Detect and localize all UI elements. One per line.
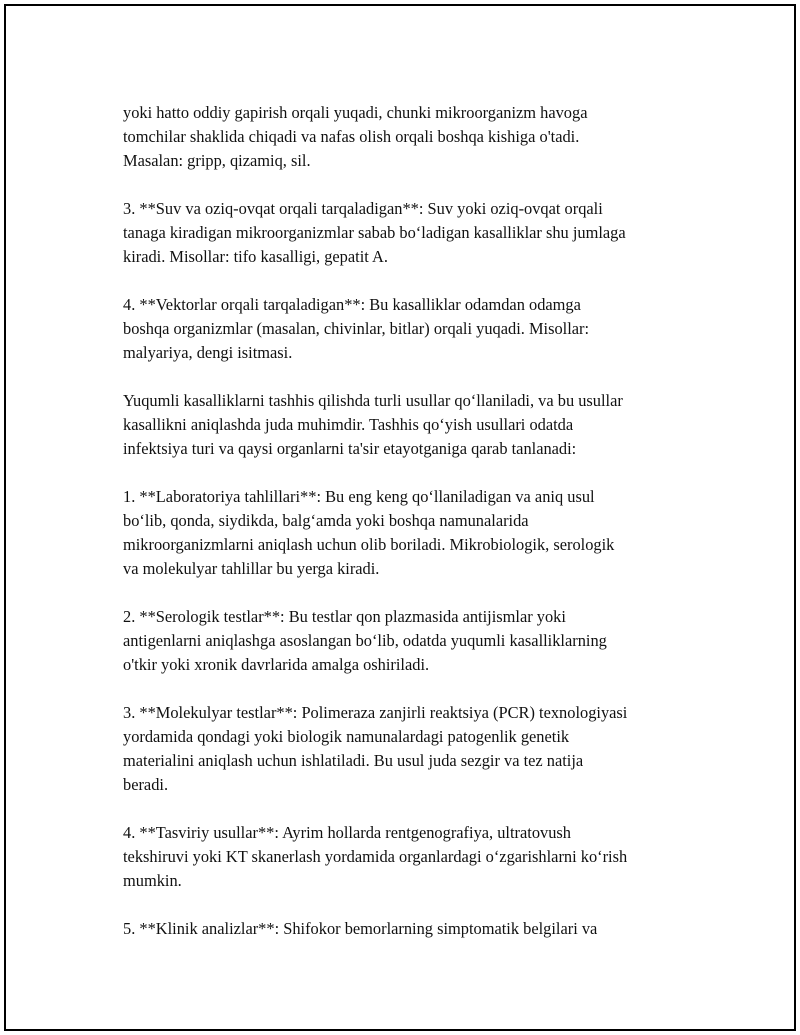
text-line: malyariya, dengi isitmasi. <box>123 343 293 362</box>
text-line: boshqa organizmlar (masalan, chivinlar, bitlar) orqali yuqadi. Misollar: <box>123 319 590 338</box>
document-body <box>123 101 713 965</box>
text-line: materialini aniqlash uchun ishlatiladi. Bu usul juda sezgir va tez natija <box>123 751 584 770</box>
paragraph-imaging-methods <box>123 821 713 893</box>
text-line: kiradi. Misollar: tifo kasalligi, gepatit A. <box>123 247 388 266</box>
page-frame <box>4 4 796 1031</box>
paragraph-molecular-tests <box>123 701 713 797</box>
text-line: 5. **Klinik analizlar**: Shifokor bemorlarning simptomatik belgilari va <box>123 919 598 938</box>
text-line: bo‘lib, qonda, siydikda, balg‘amda yoki boshqa namunalarida <box>123 511 529 530</box>
text-line: tomchilar shaklida chiqadi va nafas olish orqali boshqa kishiga o'tadi. <box>123 127 580 146</box>
text-line: 3. **Molekulyar testlar**: Polimeraza zanjirli reaktsiya (PCR) texnologiyasi <box>123 703 628 722</box>
text-line: mikroorganizmlarni aniqlash uchun olib boriladi. Mikrobiologik, serologik <box>123 535 615 554</box>
paragraph-diagnosis-intro <box>123 389 713 461</box>
text-line: 4. **Tasviriy usullar**: Ayrim hollarda rentgenografiya, ultratovush <box>123 823 571 842</box>
text-line: yoki hatto oddiy gapirish orqali yuqadi, chunki mikroorganizm havoga <box>123 103 588 122</box>
text-line: 1. **Laboratoriya tahlillari**: Bu eng keng qo‘llaniladigan va aniq usul <box>123 487 595 506</box>
text-line: 2. **Serologik testlar**: Bu testlar qon plazmasida antijismlar yoki <box>123 607 566 626</box>
text-line: kasallikni aniqlashda juda muhimdir. Tashhis qo‘yish usullari odatda <box>123 415 574 434</box>
text-line: mumkin. <box>123 871 182 890</box>
text-line: 3. **Suv va oziq-ovqat orqali tarqaladigan**: Suv yoki oziq-ovqat orqali <box>123 199 603 218</box>
text-line: va molekulyar tahlillar bu yerga kiradi. <box>123 559 380 578</box>
paragraph-vector-transmission <box>123 293 713 365</box>
paragraph-laboratory-tests <box>123 485 713 581</box>
text-line: tekshiruvi yoki KT skanerlash yordamida organlardagi o‘zgarishlarni ko‘rish <box>123 847 628 866</box>
text-line: antigenlarni aniqlashga asoslangan bo‘lib, odatda yuqumli kasalliklarning <box>123 631 607 650</box>
paragraph-clinical-analyses <box>123 917 713 941</box>
paragraph-serological-tests <box>123 605 713 677</box>
text-line: tanaga kiradigan mikroorganizmlar sabab bo‘ladigan kasalliklar shu jumlaga <box>123 223 626 242</box>
paragraph-airborne-continuation <box>123 101 713 173</box>
text-line: Yuqumli kasalliklarni tashhis qilishda turli usullar qo‘llaniladi, va bu usullar <box>123 391 623 410</box>
text-line: infektsiya turi va qaysi organlarni ta'sir etayotganiga qarab tanlanadi: <box>123 439 577 458</box>
text-line: 4. **Vektorlar orqali tarqaladigan**: Bu kasalliklar odamdan odamga <box>123 295 581 314</box>
text-line: o'tkir yoki xronik davrlarida amalga oshiriladi. <box>123 655 430 674</box>
paragraph-water-food-transmission <box>123 197 713 269</box>
text-line: Masalan: gripp, qizamiq, sil. <box>123 151 311 170</box>
text-line: beradi. <box>123 775 169 794</box>
text-line: yordamida qondagi yoki biologik namunalardagi patogenlik genetik <box>123 727 570 746</box>
